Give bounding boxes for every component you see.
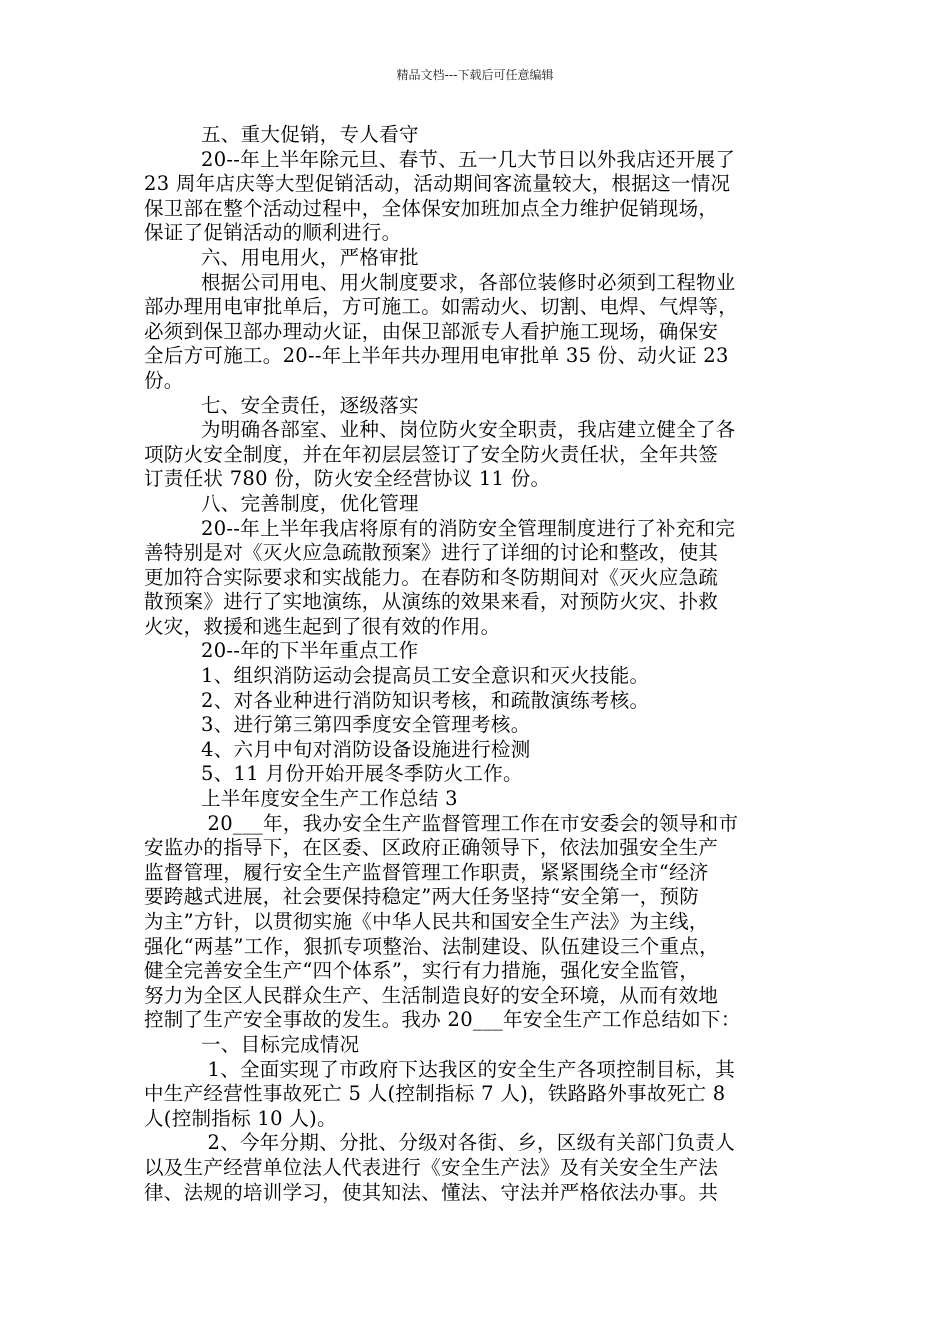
- text-line: 保卫部在整个活动过程中，全体保安加班加点全力维护促销现场，: [144, 196, 719, 220]
- text-line: 七、安全责任，逐级落实: [201, 393, 419, 417]
- text-line: 20--年的下半年重点工作: [201, 639, 419, 663]
- text-line: 保证了促销活动的顺利进行。: [144, 221, 402, 245]
- text-line: 订责任状 780 份，防火安全经营协议 11 份。: [144, 467, 551, 491]
- text-line: 火灾，救援和逃生起到了很有效的作用。: [144, 614, 501, 638]
- text-line: 2、对各业种进行消防知识考核，和疏散演练考核。: [201, 688, 650, 712]
- page-header: 精品文档---下载后可任意编辑: [396, 68, 554, 82]
- text-line: 更加符合实际要求和实战能力。在春防和冬防期间对《灭火应急疏: [144, 565, 719, 589]
- text-line: 五、重大促销，专人看守: [201, 123, 419, 146]
- text-line: 六、用电用火，严格审批: [201, 245, 419, 269]
- text-line: 1、全面实现了市政府下达我区的安全生产各项控制目标，其: [201, 1057, 736, 1081]
- text-line: 监督管理，履行安全生产监督管理工作职责，紧紧围绕全市“经济: [144, 860, 709, 884]
- text-line: 项防火安全制度，并在年初层层签订了安全防火责任状，全年共签: [144, 442, 719, 466]
- text-line: 4、六月中旬对消防设备设施进行检测: [201, 737, 531, 761]
- text-line: 23 周年店庆等大型促销活动，活动期间客流量较大，根据这一情况: [144, 172, 731, 196]
- text-line: 为主”方针，以贯彻实施《中华人民共和国安全生产法》为主线，: [144, 910, 709, 933]
- text-line: 要跨越式进展，社会要保持稳定”两大任务坚持“安全第一，预防: [144, 885, 700, 909]
- text-line: 健全完善安全生产“四个体系”，实行有力措施，强化安全监管，: [144, 959, 700, 983]
- text-line: 控制了生产安全事故的发生。我办 20___年安全生产工作总结如下：: [144, 1008, 741, 1032]
- text-line: 为明确各部室、业种、岗位防火安全职责，我店建立健全了各: [201, 418, 736, 442]
- text-line: 努力为全区人民群众生产、生活制造良好的安全环境，从而有效地: [144, 983, 719, 1007]
- text-line: 人(控制指标 10 人)。: [144, 1106, 337, 1130]
- text-line: 3、进行第三第四季度安全管理考核。: [201, 713, 531, 737]
- text-line: 1、组织消防运动会提高员工安全意识和灭火技能。: [201, 664, 650, 688]
- text-line: 以及生产经营单位法人代表进行《安全生产法》及有关安全生产法: [144, 1155, 719, 1179]
- text-line: 上半年度安全生产工作总结 3: [201, 787, 458, 811]
- text-line: 部办理用电审批单后，方可施工。如需动火、切割、电焊、气焊等，: [144, 295, 739, 319]
- text-line: 20--年上半年除元旦、春节、五一几大节日以外我店还开展了: [201, 147, 736, 171]
- text-line: 2、今年分期、分批、分级对各街、乡，区级有关部门负责人: [201, 1131, 736, 1155]
- text-line: 一、目标完成情况: [201, 1032, 360, 1056]
- document-body: [144, 123, 812, 1205]
- text-line: 中生产经营性事故死亡 5 人(控制指标 7 人)，铁路路外事故死亡 8: [144, 1082, 726, 1106]
- text-line: 强化“两基”工作，狠抓专项整治、法制建设、队伍建设三个重点，: [144, 934, 719, 958]
- text-line: 根据公司用电、用火制度要求，各部位装修时必须到工程物业: [201, 270, 736, 294]
- text-line: 律、法规的培训学习，使其知法、懂法、守法并严格依法办事。共: [144, 1180, 719, 1204]
- text-line: 5、11 月份开始开展冬季防火工作。: [201, 762, 523, 786]
- text-line: 20--年上半年我店将原有的消防安全管理制度进行了补充和完: [201, 516, 736, 540]
- text-line: 全后方可施工。20--年上半年共办理用电审批单 35 份、动火证 23: [144, 344, 729, 368]
- text-line: 善特别是对《灭火应急疏散预案》进行了详细的讨论和整改，使其: [144, 541, 719, 565]
- text-line: 必须到保卫部办理动火证，由保卫部派专人看护施工现场，确保安: [144, 319, 719, 343]
- text-line: 20___年，我办安全生产监督管理工作在市安委会的领导和市: [201, 811, 739, 835]
- text-line: 八、完善制度，优化管理: [201, 491, 419, 515]
- text-line: 散预案》进行了实地演练，从演练的效果来看，对预防火灾、扑救: [144, 590, 719, 614]
- text-line: 份。: [144, 368, 184, 392]
- text-line: 安监办的指导下，在区委、区政府正确领导下，依法加强安全生产: [144, 836, 719, 860]
